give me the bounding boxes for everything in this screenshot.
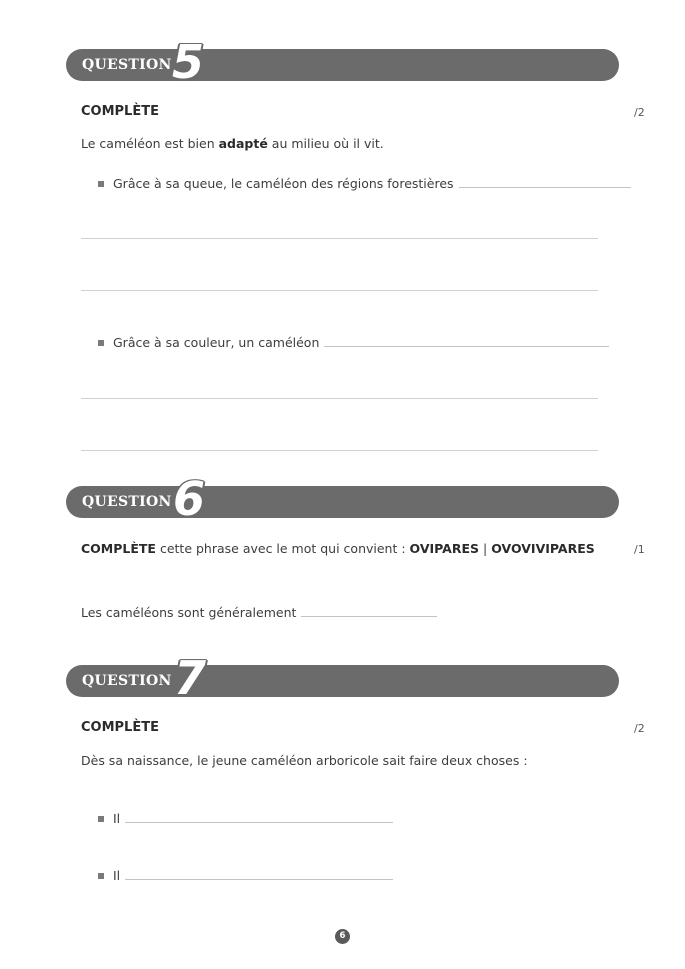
question-6-label: QUESTION [82, 494, 172, 510]
question-6-option-1: OVIPARES [409, 541, 480, 556]
square-bullet-icon [98, 873, 104, 879]
question-6-separator: | [479, 541, 492, 556]
question-5-item-1-text: Grâce à sa queue, le caméléon des régions forestières [113, 176, 454, 191]
square-bullet-icon [98, 181, 104, 187]
question-5-item-2-text: Grâce à sa couleur, un caméléon [113, 335, 320, 350]
answer-blank[interactable] [125, 867, 393, 880]
question-6-sentence [81, 604, 437, 620]
question-7-banner [66, 651, 619, 705]
question-5-score: /2 [634, 106, 645, 119]
question-5-label: QUESTION [82, 57, 172, 73]
question-6-sentence-text: Les caméléons sont généralement [81, 605, 297, 620]
question-5-banner [66, 35, 619, 89]
question-5-number: 5 [172, 35, 205, 89]
answer-blank[interactable] [301, 604, 437, 617]
question-7-score: /2 [634, 722, 645, 735]
question-6-instruction [81, 541, 595, 556]
question-6-score: /1 [634, 543, 645, 556]
answer-line[interactable] [81, 238, 598, 239]
answer-blank[interactable] [324, 334, 609, 347]
question-6-option-2: OVOVIVIPARES [491, 541, 595, 556]
question-5-heading: COMPLÈTE [81, 104, 159, 119]
question-6-banner [66, 472, 619, 526]
question-5-item-1 [98, 175, 631, 191]
question-5-item-2 [98, 334, 609, 350]
question-5-intro-end: au milieu où il vit. [267, 136, 384, 151]
question-7-item-1-text: Il [113, 811, 121, 826]
answer-line[interactable] [81, 450, 598, 451]
square-bullet-icon [98, 340, 104, 346]
question-7-item-2-text: Il [113, 868, 121, 883]
question-7-item-1 [98, 810, 393, 826]
question-5-intro-start: Le caméléon est bien [81, 136, 219, 151]
question-7-number: 7 [174, 651, 207, 705]
question-5-intro-bold: adapté [218, 136, 268, 151]
question-7-item-2 [98, 867, 393, 883]
answer-blank[interactable] [125, 810, 393, 823]
question-5-intro [81, 136, 384, 151]
answer-line[interactable] [81, 398, 598, 399]
question-7-heading: COMPLÈTE [81, 720, 159, 735]
answer-blank[interactable] [459, 175, 631, 188]
square-bullet-icon [98, 816, 104, 822]
question-7-label: QUESTION [82, 673, 172, 689]
question-6-number: 6 [173, 472, 206, 526]
question-6-instruction-text: cette phrase avec le mot qui convient : [155, 541, 410, 556]
question-7-intro: Dès sa naissance, le jeune caméléon arboricole sait faire deux choses : [81, 753, 528, 768]
question-6-heading: COMPLÈTE [81, 541, 156, 556]
answer-line[interactable] [81, 290, 598, 291]
page-number-badge: 6 [335, 929, 350, 944]
